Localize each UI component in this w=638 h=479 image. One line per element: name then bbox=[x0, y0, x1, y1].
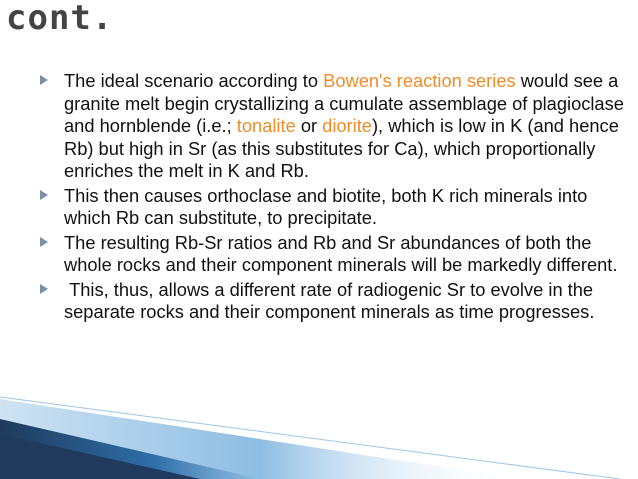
link-tonalite[interactable]: tonalite bbox=[236, 115, 296, 136]
bullet-item bbox=[40, 185, 630, 230]
bullet-arrow-icon bbox=[40, 75, 48, 85]
bullet-text: The resulting Rb-Sr ratios and Rb and Sr abundances of both the whole rocks and their component minerals will be markedly different. bbox=[64, 231, 618, 275]
bullet-arrow-icon bbox=[40, 284, 48, 294]
slide-title: cont. bbox=[6, 0, 114, 38]
bullet-list bbox=[40, 70, 630, 326]
bullet-item bbox=[40, 232, 630, 277]
bullet-item bbox=[40, 70, 630, 183]
link-bowens-reaction-series[interactable]: Bowen's reaction series bbox=[323, 70, 516, 91]
bullet-text: This, thus, allows a different rate of radiogenic Sr to evolve in the separate rocks and their component minerals as time progresses. bbox=[64, 278, 599, 322]
bullet-text: This then causes orthoclase and biotite, both K rich minerals into which Rb can substitute, to precipitate. bbox=[64, 184, 588, 228]
bullet-text: The ideal scenario according to Bowen's reaction series would see a granite melt begin crystallizing a cumulate assemblage of plagioclase and hornblende (i.e.; tonalite or diorite), which is low in K (and hence Rb) but high in Sr (as this substitutes for Ca), which proportionally enriches the melt in K and Rb. bbox=[64, 70, 624, 181]
bullet-item bbox=[40, 279, 630, 324]
link-diorite[interactable]: diorite bbox=[322, 115, 372, 136]
bullet-arrow-icon bbox=[40, 190, 48, 200]
bullet-arrow-icon bbox=[40, 237, 48, 247]
corner-swoosh-decoration bbox=[0, 389, 638, 479]
